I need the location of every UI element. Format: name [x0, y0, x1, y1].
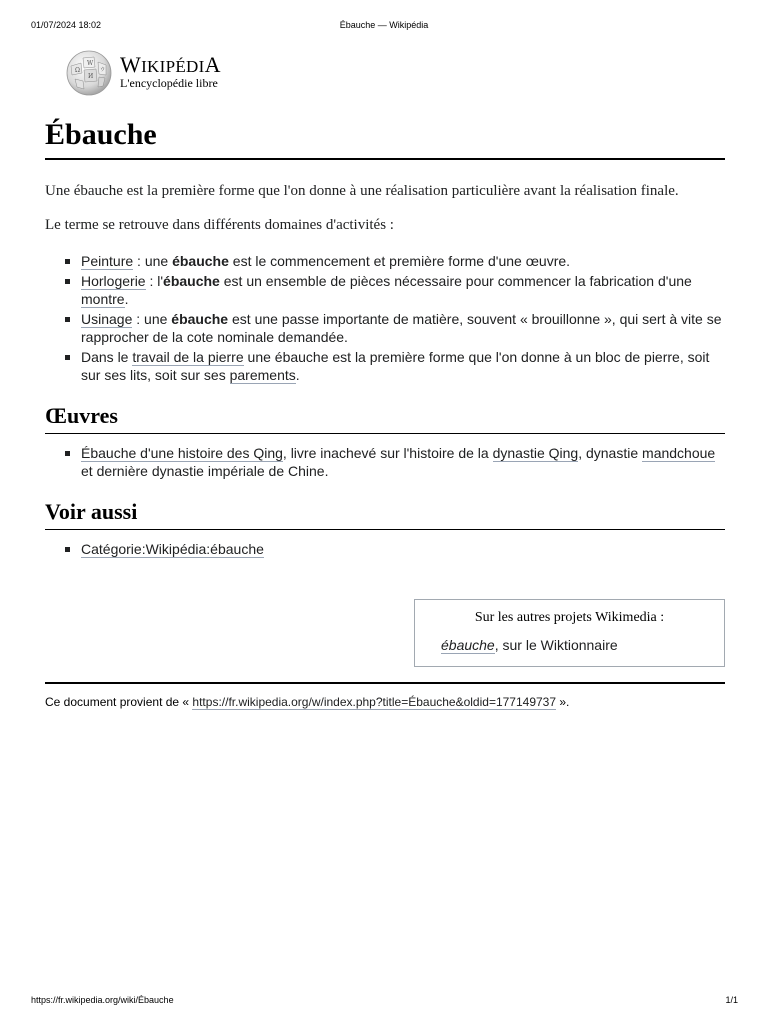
link-montre[interactable]: montre — [81, 291, 125, 307]
link-peinture[interactable]: Peinture — [81, 253, 134, 269]
wikipedia-wordmark: WIKIPÉDIA — [120, 52, 221, 77]
print-header — [0, 20, 768, 32]
page-number: 1/1 — [725, 995, 738, 1005]
link-ebauche-histoire-qing[interactable]: Ébauche d'une histoire des Qing — [81, 444, 283, 461]
page-title: Ébauche — [45, 116, 725, 160]
section-heading-voir-aussi: Voir aussi — [45, 498, 725, 530]
footer-divider — [45, 682, 725, 684]
svg-text:ウ: ウ — [100, 67, 106, 73]
list-item: Usinage : une ébauche est une passe importante de matière, souvent « brouillonne », qui sert à vite se rapprocher de la cote nominale demandée. — [81, 310, 725, 347]
list-item: Ébauche d'une histoire des Qing, livre inachevé sur l'histoire de la dynastie Qing, dynastie mandchoue et dernière dynastie impériale de Chine. — [81, 444, 725, 481]
source-note: Ce document provient de « https://fr.wikipedia.org/w/index.php?title=Ébauche&oldid=177149737 ». — [45, 695, 570, 709]
link-dynastie-qing[interactable]: dynastie Qing — [492, 444, 579, 461]
link-horlogerie[interactable]: Horlogerie — [81, 272, 146, 289]
svg-text:И: И — [88, 73, 94, 80]
list-item: Dans le travail de la pierre une ébauche est la première forme que l'on donne à un bloc de pierre, soit sur ses lits, soit sur ses parements. — [81, 348, 725, 385]
domains-list — [45, 252, 725, 385]
print-datetime: 01/07/2024 18:02 — [31, 20, 102, 30]
print-url: https://fr.wikipedia.org/wiki/Ébauche — [31, 995, 174, 1005]
wikipedia-globe-icon — [63, 46, 115, 98]
print-footer — [0, 995, 768, 1007]
sister-projects-box — [414, 599, 725, 667]
voir-aussi-list — [45, 540, 725, 559]
intro-paragraph: Une ébauche est la première forme que l'on donne à une réalisation particulière avant la réalisation finale. — [45, 183, 679, 199]
article-content — [45, 110, 725, 559]
domains-lead: Le terme se retrouve dans différents domaines d'activités : — [45, 217, 394, 233]
section-heading-oeuvres: Œuvres — [45, 402, 725, 434]
wikipedia-tagline: L'encyclopédie libre — [120, 76, 218, 90]
link-wiktionnaire-ebauche[interactable]: ébauche — [441, 637, 495, 653]
link-parements[interactable]: parements — [229, 367, 296, 383]
sister-projects-title: Sur les autres projets Wikimedia : — [474, 610, 665, 625]
oeuvres-list — [45, 444, 725, 481]
wiktionary-entry: ébauche, sur le Wiktionnaire — [441, 637, 618, 653]
link-usinage[interactable]: Usinage — [81, 310, 133, 327]
svg-text:Ω: Ω — [75, 67, 80, 74]
link-travail-de-la-pierre[interactable]: travail de la pierre — [132, 348, 244, 365]
svg-text:W: W — [87, 60, 94, 67]
list-item: Peinture : une ébauche est le commencement et première forme d'une œuvre. — [81, 252, 725, 271]
list-item: Horlogerie : l'ébauche est un ensemble de pièces nécessaire pour commencer la fabrication d'une montre. — [81, 272, 725, 309]
wikipedia-logo[interactable] — [63, 46, 253, 98]
print-doc-title: Ébauche — Wikipédia — [339, 20, 429, 30]
link-source-revision[interactable]: https://fr.wikipedia.org/w/index.php?title=Ébauche&oldid=177149737 — [192, 695, 557, 709]
list-item — [81, 540, 725, 559]
link-categorie-ebauche[interactable]: Catégorie:Wikipédia:ébauche — [81, 540, 264, 557]
link-mandchoue[interactable]: mandchoue — [642, 444, 716, 461]
